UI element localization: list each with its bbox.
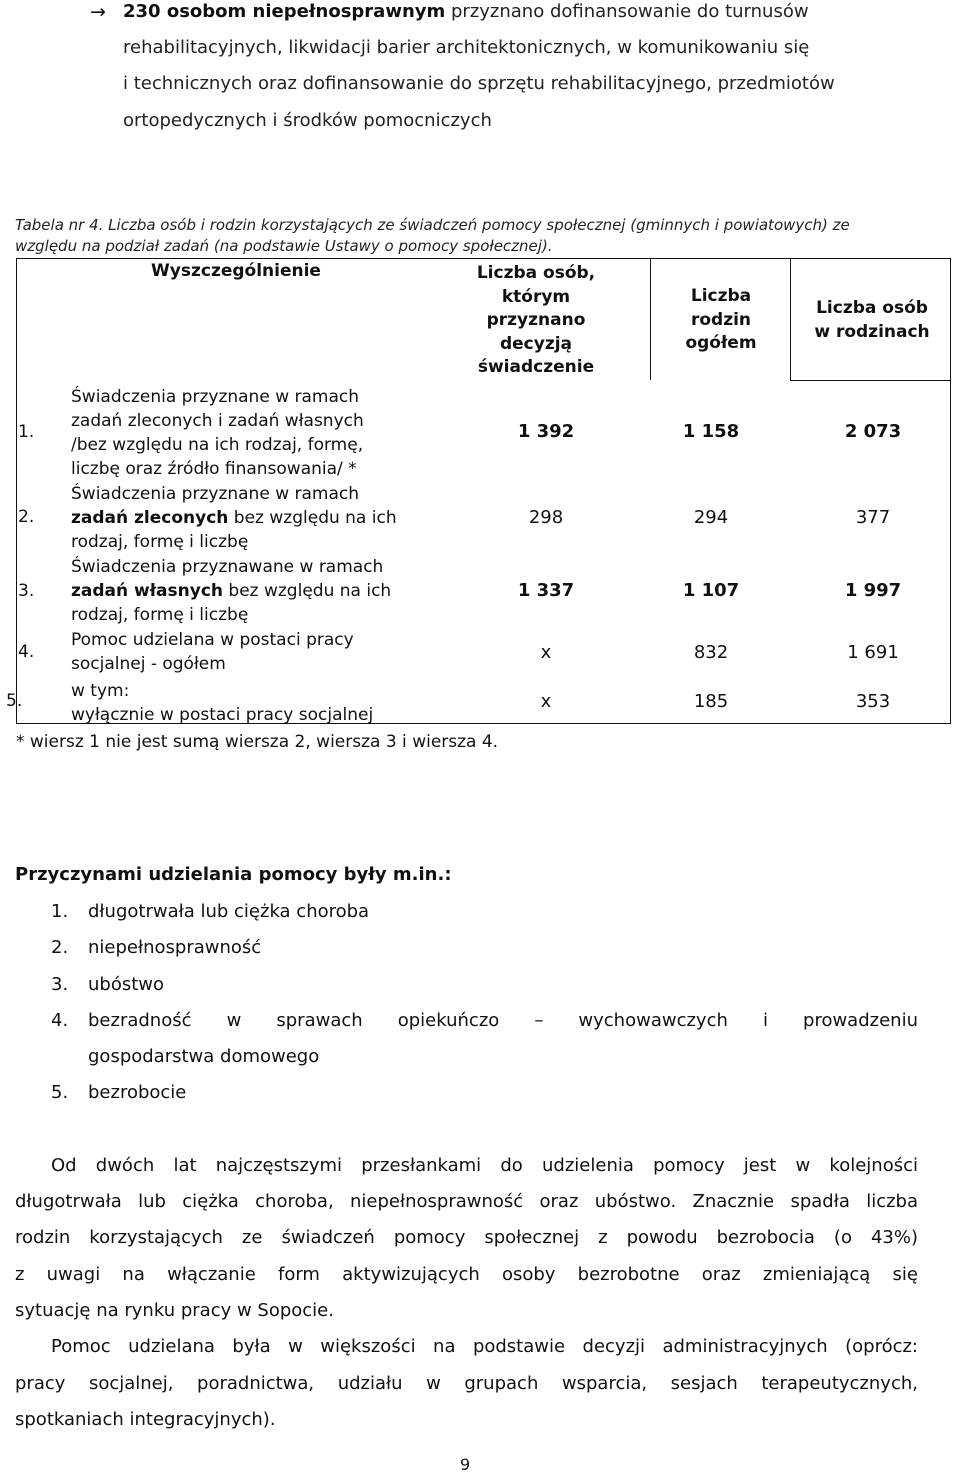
list-item-number: 3. [51, 974, 69, 995]
row-description-line: liczbę oraz źródło finansowania/ * [71, 459, 357, 479]
cell-families: 294 [693, 507, 729, 528]
page-number: 9 [460, 1455, 471, 1474]
paragraph-line: spotkaniach integracyjnych). [15, 1409, 276, 1430]
list-item-word: bezradność [88, 1010, 192, 1031]
arrow-bullet-icon: → [90, 1, 106, 23]
header-families-line: Liczba [690, 286, 752, 306]
row-description-rest: bez względu na ich [228, 508, 397, 528]
header-persons-line: którym [501, 286, 571, 307]
header-persons-line: świadczenie [477, 357, 595, 377]
row-number: 1. [18, 422, 35, 442]
row-description-line: Świadczenia przyznane w ramach [71, 484, 360, 504]
cell-members: 377 [855, 507, 891, 528]
data-table [6, 258, 951, 725]
header-underline-col4 [790, 380, 951, 381]
header-family-members [794, 297, 950, 344]
paragraph-line: z uwagi na włączanie form aktywizujących osoby bezrobotne oraz zmieniającą się [15, 1264, 918, 1285]
cell-members: 1 691 [847, 642, 899, 663]
header-persons-line: decyzją [499, 333, 573, 354]
table-caption-line-1: Tabela nr 4. Liczba osób i rodzin korzystających ze świadczeń pomocy społecznej (gminnych i powiatowych) ze [15, 216, 850, 234]
cell-members: 2 073 [844, 421, 902, 442]
cell-persons: 1 392 [517, 421, 575, 442]
cell-families: 185 [693, 691, 729, 712]
list-item: niepełnosprawność [88, 937, 262, 958]
list-item-word: – [534, 1010, 544, 1031]
cell-families: 1 158 [682, 421, 740, 442]
bullet-line-1 [123, 1, 809, 23]
row-description-bold: zadań zleconych [71, 508, 229, 528]
row-description-line: rodzaj, formę i liczbę [71, 532, 249, 552]
list-item-word: w [226, 1010, 242, 1031]
list-item-word: sprawach [276, 1010, 363, 1031]
paragraph-line: sytuację na rynku pracy w Sopocie. [15, 1300, 334, 1321]
paragraph-line: pracy socjalnej, poradnictwa, udziału w grupach wsparcia, sesjach terapeutycznych, [15, 1373, 918, 1394]
header-families-line: rodzin [690, 309, 752, 330]
list-item-word: opiekuńczo [397, 1010, 500, 1031]
header-members-line: w rodzinach [814, 321, 930, 342]
table-border-right [950, 258, 951, 724]
paragraph-line: rodzin korzystających ze świadczeń pomocy społecznej z powodu bezrobocia (o 43%) [15, 1227, 918, 1248]
row-description [71, 385, 364, 481]
row-description [71, 628, 354, 676]
list-item [88, 1010, 918, 1031]
cell-persons: x [540, 642, 552, 663]
header-members-line: Liczba osób [816, 298, 928, 318]
row-number: 5. [6, 691, 23, 711]
list-item: bezrobocie [88, 1082, 187, 1103]
list-item-word: wychowawczych [578, 1010, 728, 1031]
row-description-line: Świadczenia przyznawane w ramach [71, 557, 384, 577]
row-number: 3. [18, 581, 35, 601]
row-description-bold: zadań własnych [71, 581, 223, 601]
table-border-left [16, 258, 17, 724]
list-item-number: 4. [51, 1010, 69, 1031]
cell-persons: x [540, 691, 552, 712]
reasons-heading: Przyczynami udzielania pomocy były m.in.: [15, 864, 452, 885]
cell-members: 1 997 [844, 580, 902, 601]
cell-persons: 1 337 [517, 580, 575, 601]
row-number: 4. [18, 642, 35, 662]
row-description-line [71, 579, 391, 603]
table-border-top [16, 258, 951, 259]
cell-members: 353 [855, 691, 891, 712]
row-description-line: w tym: [71, 681, 130, 701]
row-description-line: wyłącznie w postaci pracy socjalnej [71, 705, 374, 725]
list-item-number: 2. [51, 937, 69, 958]
table-divider-3 [650, 258, 651, 380]
list-item: długotrwała lub ciężka choroba [88, 901, 370, 922]
header-persons [431, 262, 641, 380]
row-description-line: Świadczenia przyznane w ramach [71, 387, 360, 407]
paragraph-line: Pomoc udzielana była w większości na podstawie decyzji administracyjnych (oprócz: [51, 1336, 918, 1357]
row-number: 2. [18, 507, 35, 527]
row-description-line: socjalnej - ogółem [71, 654, 226, 674]
row-description-line: Pomoc udzielana w postaci pracy [71, 630, 354, 650]
row-description-line: rodzaj, formę i liczbę [71, 605, 249, 625]
row-description-line [71, 506, 397, 530]
list-item-number: 1. [51, 901, 69, 922]
row-description-line: /bez względu na ich rodzaj, formę, [71, 435, 364, 455]
cell-families: 832 [693, 642, 729, 663]
list-item-word: prowadzeniu [803, 1010, 918, 1031]
header-persons-line: Liczba osób, [476, 263, 596, 283]
header-families [656, 285, 786, 356]
paragraph-line: Od dwóch lat najczęstszymi przesłankami do udzielenia pomocy jest w kolejności [51, 1155, 918, 1176]
bullet-line-1-rest: przyznano dofinansowanie do turnusów [445, 1, 809, 22]
bullet-line-3: i technicznych oraz dofinansowanie do sprzętu rehabilitacyjnego, przedmiotów [123, 73, 835, 94]
row-description [71, 679, 373, 727]
bullet-line-2: rehabilitacyjnych, likwidacji barier architektonicznych, w komunikowaniu się [123, 37, 810, 58]
header-specification: Wyszczególnienie [151, 261, 321, 281]
bullet-line-4: ortopedycznych i środków pomocniczych [123, 110, 492, 131]
list-item-continuation: gospodarstwa domowego [88, 1046, 320, 1067]
header-families-line: ogółem [685, 333, 757, 353]
list-item-number: 5. [51, 1082, 69, 1103]
paragraph-line: długotrwała lub ciężka choroba, niepełnosprawność oraz ubóstwo. Znacznie spadła liczba [15, 1191, 918, 1212]
cell-families: 1 107 [682, 580, 740, 601]
row-description-line: zadań zleconych i zadań własnych [71, 411, 364, 431]
bullet-bold-lead: 230 osobom niepełnosprawnym [123, 1, 446, 22]
row-description-rest: bez względu na ich [223, 581, 392, 601]
cell-persons: 298 [528, 507, 564, 528]
table-footnote: * wiersz 1 nie jest sumą wiersza 2, wiersza 3 i wiersza 4. [16, 732, 499, 752]
row-description [71, 555, 391, 627]
list-item: ubóstwo [88, 974, 165, 995]
row-description [71, 482, 397, 554]
list-item-word: i [762, 1010, 768, 1031]
table-divider-4 [790, 258, 791, 380]
table-caption-line-2: względu na podział zadań (na podstawie Ustawy o pomocy społecznej). [15, 237, 553, 255]
header-persons-line: przyznano [486, 310, 586, 330]
